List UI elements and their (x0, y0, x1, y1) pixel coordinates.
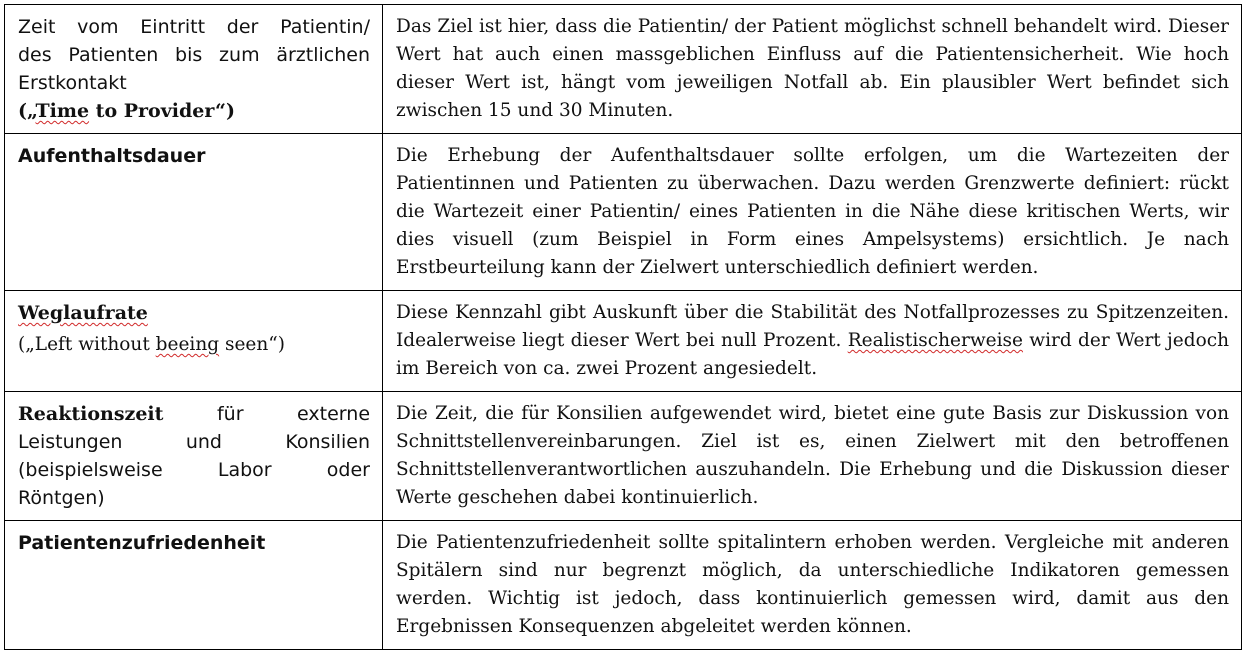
sub-label-mid: to (89, 100, 124, 122)
kpi-label-cell (5, 521, 383, 650)
kpi-label-line: Leistungen und Konsilien (18, 431, 370, 453)
spellcheck-flagged-word: Realistischerweise (847, 330, 1023, 351)
kpi-label-cell (5, 5, 383, 134)
kpi-label-cell (5, 392, 383, 521)
kpi-label: Aufenthaltsdauer (18, 145, 206, 167)
sub-label-prefix: („Left without (18, 334, 156, 355)
kpi-label-bold: Reaktionszeit (18, 403, 164, 425)
kpi-label: Patientenzufriedenheit (18, 532, 266, 554)
table-row (5, 521, 1242, 650)
kpi-label: Weglaufrate (18, 302, 148, 324)
kpi-label-line: Erstkontakt (18, 72, 127, 94)
sub-label-word: Provider (123, 100, 216, 122)
kpi-label-line: Zeit vom Eintritt der Patientin/ (18, 16, 370, 38)
kpi-sub-label (18, 97, 370, 125)
spellcheck-flagged-word: beeing (155, 334, 220, 355)
kpi-description-cell: Die Zeit, die für Konsilien aufgewendet wird, bietet eine gute Basis zur Diskussion von Schnittstellenvereinbarungen. Ziel ist es, einen Zielwert mit den betroffenen Schnittstellenverantwortlichen auszuhandeln. Die Erhebung und die Diskussion dieser Werte geschehen dabei kontinuierlich. (383, 392, 1242, 521)
kpi-label-line: Röntgen) (18, 487, 105, 509)
kpi-description-cell: Die Patientenzufriedenheit sollte spitalintern erhoben werden. Vergleiche mit anderen Spitälern sind nur begrenzt möglich, da unterschiedliche Indikatoren gemessen werden. Wichtig ist jedoch, dass kontinuierlich gemessen wird, damit aus den Ergebnissen Konsequenzen abgeleitet werden können. (383, 521, 1242, 650)
kpi-description-cell (383, 291, 1242, 392)
kpi-table (4, 4, 1242, 650)
kpi-label-line (18, 400, 370, 428)
table-row (5, 134, 1242, 291)
description-text: Diese Kennzahl gibt Auskunft über die Stabilität des Notfallprozesses zu Spitzenzeiten. Idealerweise liegt dieser Wert bei null Prozent. (396, 302, 1229, 351)
kpi-label-rest: für externe (216, 403, 371, 425)
kpi-sub-label (18, 331, 370, 359)
description-text: wird der Wert jedoch im Bereich von ca. zwei Prozent angesiedelt. (396, 330, 1229, 379)
kpi-description-cell: Die Erhebung der Aufenthaltsdauer sollte erfolgen, um die Wartezeiten der Patientinnen und Patienten zu überwachen. Dazu werden Grenzwerte definiert: rückt die Wartezeit einer Patientin/ eines Patienten in die Nähe diese kritischen Werts, wir dies visuell (zum Beispiel in Form eines Ampelsystems) ersichtlich. Je nach Erstbeurteilung kann der Zielwert unterschiedlich definiert werden. (383, 134, 1242, 291)
sub-label-suffix: seen“) (219, 334, 285, 355)
table-row (5, 291, 1242, 392)
sub-label-suffix: “) (215, 100, 235, 122)
spellcheck-flagged-word: Time (35, 100, 90, 122)
table-row (5, 5, 1242, 134)
table-row (5, 392, 1242, 521)
kpi-description-cell: Das Ziel ist hier, dass die Patientin/ der Patient möglichst schnell behandelt wird. Dieser Wert hat auch einen massgeblichen Einfluss auf die Patientensicherheit. Wie hoch dieser Wert ist, hängt vom jeweiligen Notfall ab. Ein plausibler Wert befindet sich zwischen 15 und 30 Minuten. (383, 5, 1242, 134)
kpi-label-line: des Patienten bis zum ärztlichen (18, 44, 370, 66)
kpi-label-line: (beispielsweise Labor oder (18, 459, 370, 481)
kpi-label-cell (5, 291, 383, 392)
sub-label-prefix: („ (18, 100, 36, 122)
kpi-label-cell (5, 134, 383, 291)
